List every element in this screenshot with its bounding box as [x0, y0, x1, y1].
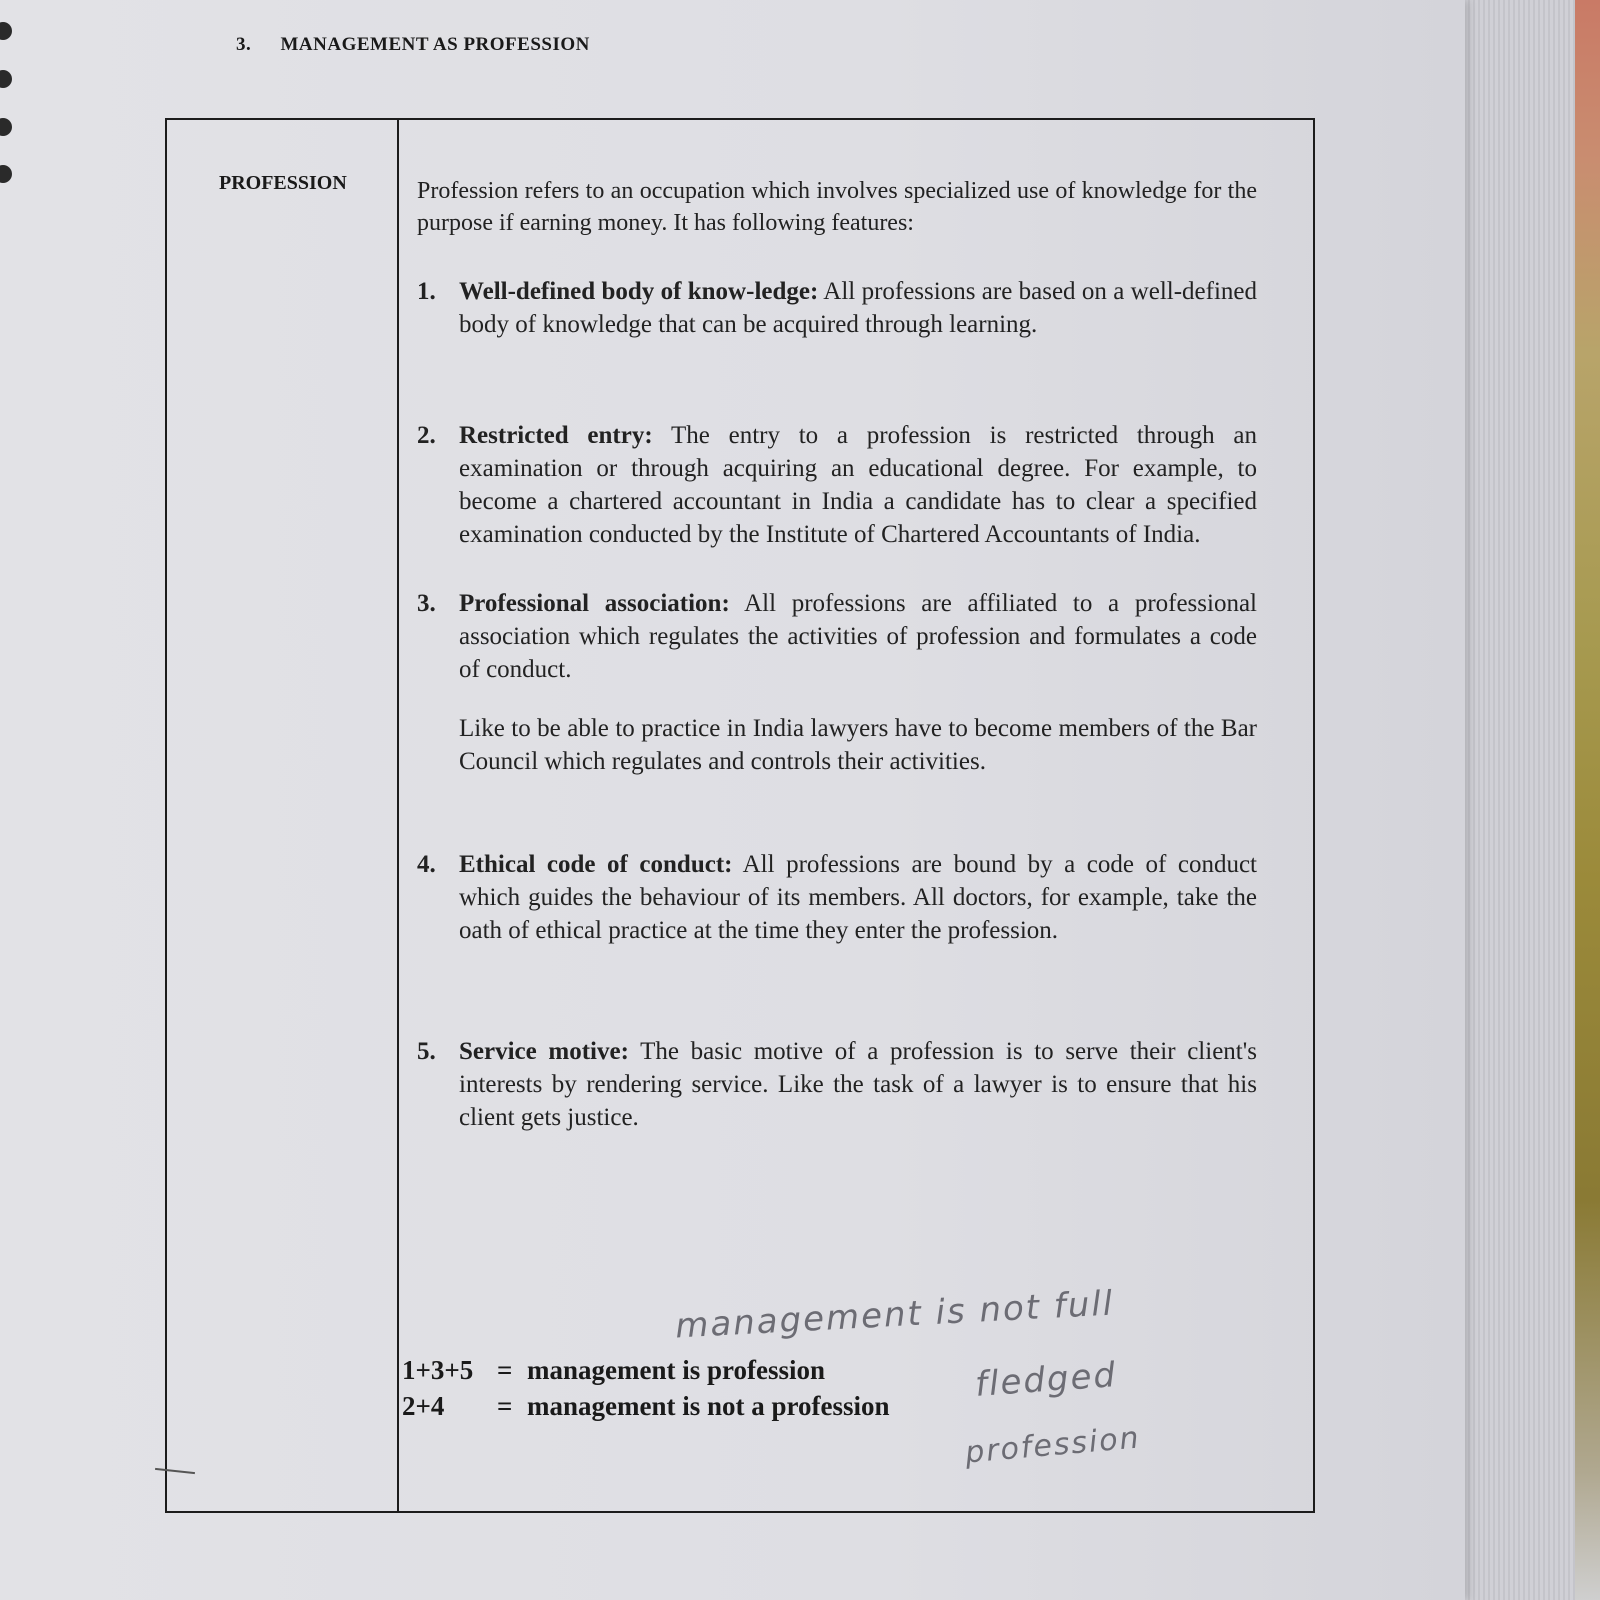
item-body	[459, 848, 1257, 947]
binder-hole	[0, 70, 12, 88]
binder-hole	[0, 22, 12, 40]
item-extra-paragraph: Like to be able to practice in India lawyers have to become members of the Bar Council which regulates and controls their activities.	[459, 715, 1257, 776]
item-title: Restricted entry:	[459, 422, 653, 450]
summary-rhs: management is profession	[527, 1355, 826, 1385]
item-title: Well-defined body of know-ledge:	[459, 278, 819, 306]
list-item	[417, 848, 1257, 947]
summary-row	[402, 1352, 890, 1388]
item-text: All professions are affiliated to a professional association which regulates the activities of profession and formulates a code of conduct.	[459, 590, 1258, 684]
handwritten-note-line3: profession	[963, 1420, 1142, 1471]
item-text: The basic motive of a profession is to serve their client's interests by rendering service. Like the task of a lawyer is to ensure that his client gets justice.	[459, 1038, 1257, 1132]
item-body	[459, 419, 1257, 551]
section-title: MANAGEMENT AS PROFESSION	[280, 34, 590, 55]
summary-row	[402, 1388, 890, 1424]
section-number: 3.	[236, 34, 252, 55]
page-stack-edge	[1465, 0, 1575, 1600]
list-item	[417, 275, 1257, 341]
item-text: All professions are based on a well-defined body of knowledge that can be acquired through learning.	[459, 278, 1257, 339]
definition-cell	[417, 176, 1257, 1152]
handwritten-note-line1: management is not full	[674, 1283, 1116, 1347]
item-body	[459, 587, 1257, 686]
item-number: 5.	[417, 1038, 436, 1066]
list-item	[417, 1035, 1257, 1134]
item-number: 3.	[417, 590, 436, 618]
item-number: 4.	[417, 851, 436, 879]
item-title: Ethical code of conduct:	[459, 851, 733, 879]
item-body	[459, 275, 1257, 341]
summary-equals: =	[497, 1355, 513, 1385]
list-item	[417, 587, 1257, 686]
summary-lhs: 2+4	[402, 1391, 445, 1422]
item-body	[459, 1035, 1257, 1134]
summary-block	[402, 1352, 890, 1425]
item-number: 2.	[417, 422, 436, 450]
summary-lhs: 1+3+5	[402, 1355, 474, 1385]
binder-hole	[0, 165, 12, 183]
row-label: PROFESSION	[219, 172, 347, 194]
list-item	[417, 419, 1257, 551]
page-title	[236, 34, 590, 56]
binder-hole	[0, 118, 12, 136]
handwritten-note-line2: fledged	[973, 1355, 1119, 1405]
item-text: The entry to a profession is restricted through an examination or through acquiring an educational degree. For example, to become a chartered accountant in India a candidate has to clear a specified examination conducted by the Institute of Chartered Accountants of India.	[459, 422, 1257, 549]
item-number: 1.	[417, 278, 436, 306]
column-divider	[397, 120, 399, 1511]
intro-paragraph: Profession refers to an occupation which involves specialized use of knowledge for the purpose if earning money. It has following features:	[417, 178, 1257, 236]
summary-equals: =	[497, 1391, 513, 1422]
item-title: Professional association:	[459, 590, 730, 618]
summary-rhs: management is not a profession	[527, 1391, 890, 1422]
item-text: All professions are bound by a code of conduct which guides the behaviour of its members. All doctors, for example, take the oath of ethical practice at the time they enter the profession.	[459, 851, 1257, 945]
item-title: Service motive:	[459, 1038, 629, 1066]
